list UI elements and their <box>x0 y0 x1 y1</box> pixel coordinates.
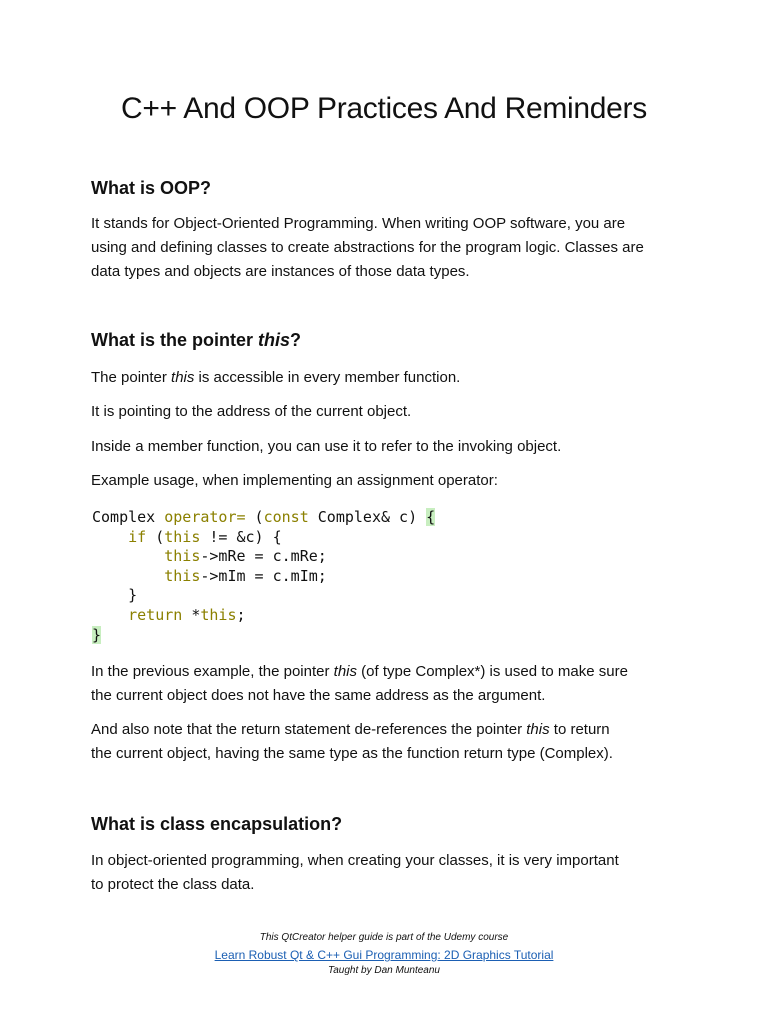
paragraph-previous-example-line-1: In the previous example, the pointer this (of type Complex*) is used to make sure <box>91 663 628 680</box>
course-link[interactable]: Learn Robust Qt & C++ Gui Programming: 2D Graphics Tutorial <box>214 948 554 962</box>
brace-highlight: } <box>92 625 102 644</box>
paragraph-return-note-line-1: And also note that the return statement de-references the pointer this to return <box>91 721 610 738</box>
paragraph-oop-line-2: using and defining classes to create abstractions for the program logic. Classes are <box>91 239 644 256</box>
code-block: Complex operator= (const Complex& c) { if (this != &c) { this->mRe = c.mRe; this->mIm = c.mIm; } return *this; } <box>92 508 436 644</box>
paragraph-this-accessible: The pointer this is accessible in every member function. <box>91 369 461 386</box>
footer-link-wrapper <box>0 946 768 964</box>
paragraph-example-usage: Example usage, when implementing an assignment operator: <box>91 472 498 489</box>
paragraph-encapsulation-line-2: to protect the class data. <box>91 876 255 893</box>
paragraph-oop-line-3: data types and objects are instances of those data types. <box>91 263 470 280</box>
paragraph-this-invoking: Inside a member function, you can use it to refer to the invoking object. <box>91 438 562 455</box>
paragraph-return-note-line-2: the current object, having the same type as the function return type (Complex). <box>91 745 613 762</box>
footer-author: Taught by Dan Munteanu <box>328 965 440 976</box>
paragraph-encapsulation-line-1: In object-oriented programming, when creating your classes, it is very important <box>91 852 619 869</box>
footer-course-note: This QtCreator helper guide is part of the Udemy course <box>259 932 509 943</box>
brace-highlight: { <box>426 508 436 526</box>
page-title: C++ And OOP Practices And Reminders <box>121 92 647 125</box>
paragraph-oop-line-1: It stands for Object-Oriented Programming. When writing OOP software, you are <box>91 215 626 232</box>
heading-what-is-oop: What is OOP? <box>91 178 212 198</box>
paragraph-previous-example-line-2: the current object does not have the same address as the argument. <box>91 687 546 704</box>
paragraph-this-address: It is pointing to the address of the current object. <box>91 403 412 420</box>
heading-pointer-this: What is the pointer this? <box>91 330 302 350</box>
heading-class-encapsulation: What is class encapsulation? <box>91 814 343 834</box>
